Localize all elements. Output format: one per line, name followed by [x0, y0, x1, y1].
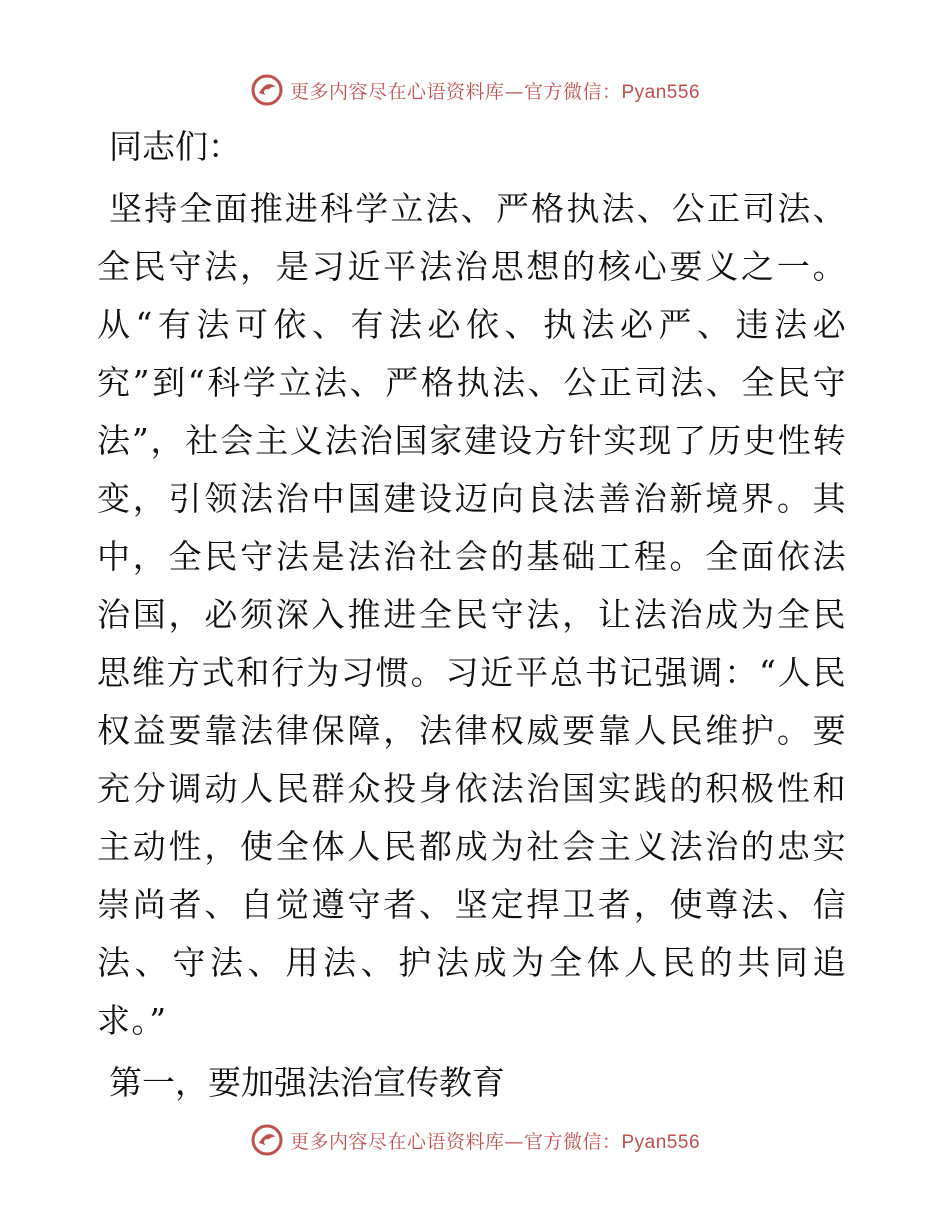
paragraph: 坚持全面推进科学立法、严格执法、公正司法、全民守法，是习近平法治思想的核心要义之一。从“有法可依、有法必依、执法必严、违法必究”到“科学立法、严格执法、公正司法、全民守法”，社会主义法治国家建设方针实现了历史性转变，引领法治中国建设迈向良法善治新境界。其中，全民守法是法治社会的基础工程。全面依法治国，必须深入推进全民守法，让法治成为全民思维方式和行为习惯。习近平总书记强调：“人民权益要靠法律保障，法律权威要靠人民维护。要充分调动人民群众投身依法治国实践的积极性和主动性，使全体人民都成为社会主义法治的忠实崇尚者、自觉遵守者、坚定捍卫者，使尊法、信法、守法、用法、护法成为全体人民的共同追求。”: [97, 189, 847, 1040]
red-swirl-logo-icon: [250, 1123, 284, 1157]
watermark-text: 更多内容尽在心语资料库—官方微信：Pyan556: [289, 80, 701, 103]
document-body: [97, 118, 857, 1112]
watermark-text: 更多内容尽在心语资料库—官方微信：Pyan556: [289, 1130, 701, 1153]
section-heading: 第一，要加强法治宣传教育: [109, 1063, 505, 1102]
red-swirl-logo-icon: [250, 73, 284, 107]
footer-watermark: [0, 1120, 950, 1160]
header-watermark: [0, 70, 950, 110]
salutation: 同志们：: [109, 127, 241, 166]
